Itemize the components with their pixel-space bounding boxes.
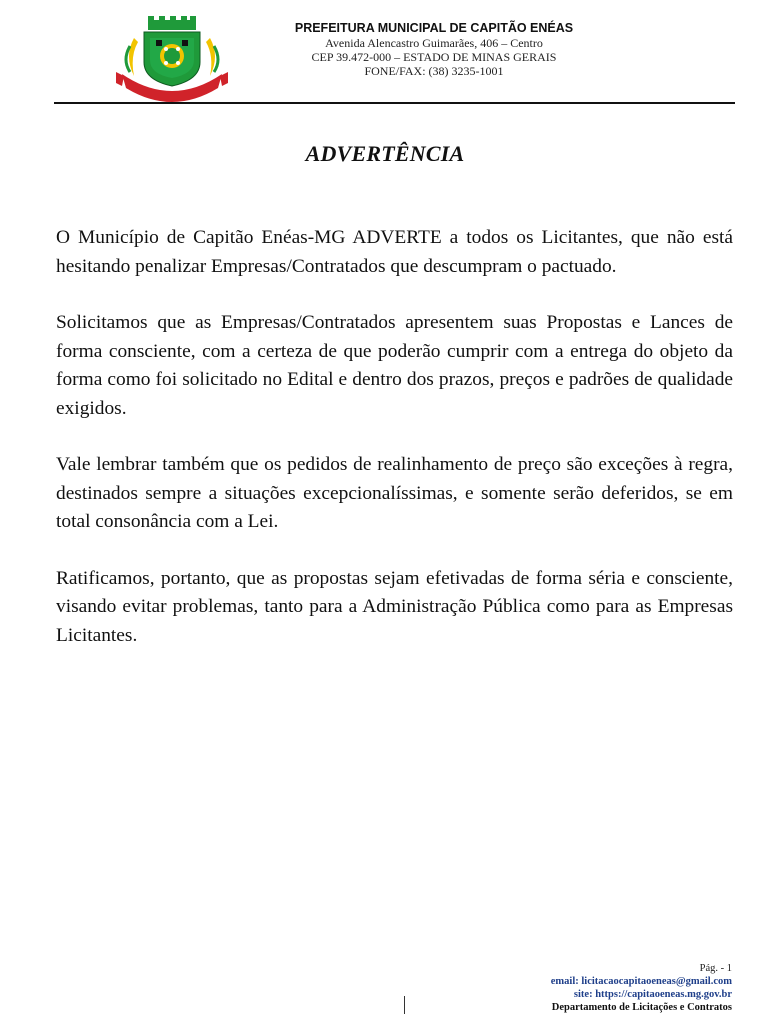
page-number: Pág. - 1 [699, 963, 732, 974]
organization-name: PREFEITURA MUNICIPAL DE CAPITÃO ENÉAS [294, 21, 574, 35]
letterhead-text [224, 20, 644, 78]
paragraph-4: Ratificamos, portanto, que as propostas sejam efetivadas de forma séria e consciente, visando evitar problemas, tanto para a Administração Pública como para as Empresas Licitantes. [56, 567, 733, 646]
paragraph-2: Solicitamos que as Empresas/Contratados apresentem suas Propostas e Lances de forma consciente, com a certeza de que poderão cumprir com a entrega do objeto da forma como foi solicitado no Edital e dentro dos prazos, preços e padrões de qualidade exigidos. [56, 312, 733, 419]
municipal-crest-icon [116, 16, 228, 102]
footer-site-link[interactable]: site: https://capitaoeneas.mg.gov.br [573, 989, 732, 1000]
page-bottom-mark [404, 996, 405, 1014]
footer [551, 962, 732, 1014]
address-line: Avenida Alencastro Guimarães, 406 – Centro [325, 36, 543, 50]
header-divider [54, 102, 735, 104]
letterhead [54, 12, 736, 104]
footer-email-link[interactable]: email: licitacaocapitaoeneas@gmail.com [550, 976, 732, 987]
paragraph-3: Vale lembrar também que os pedidos de realinhamento de preço são exceções à regra, destinados sempre a situações excepcionalíssimas, e somente serão deferidos, se em total consonância com a Lei. [56, 454, 733, 532]
document-body [56, 224, 733, 678]
footer-department: Departamento de Licitações e Contratos [551, 1002, 732, 1013]
paragraph-1: O Município de Capitão Enéas-MG ADVERTE a todos os Licitantes, que não está hesitando penalizar Empresas/Contratados que descumpram o pactuado. [56, 227, 733, 277]
phone-line: FONE/FAX: (38) 3235-1001 [364, 64, 504, 78]
cep-state-line: CEP 39.472-000 – ESTADO DE MINAS GERAIS [311, 50, 557, 64]
document-title: ADVERTÊNCIA [305, 141, 465, 166]
